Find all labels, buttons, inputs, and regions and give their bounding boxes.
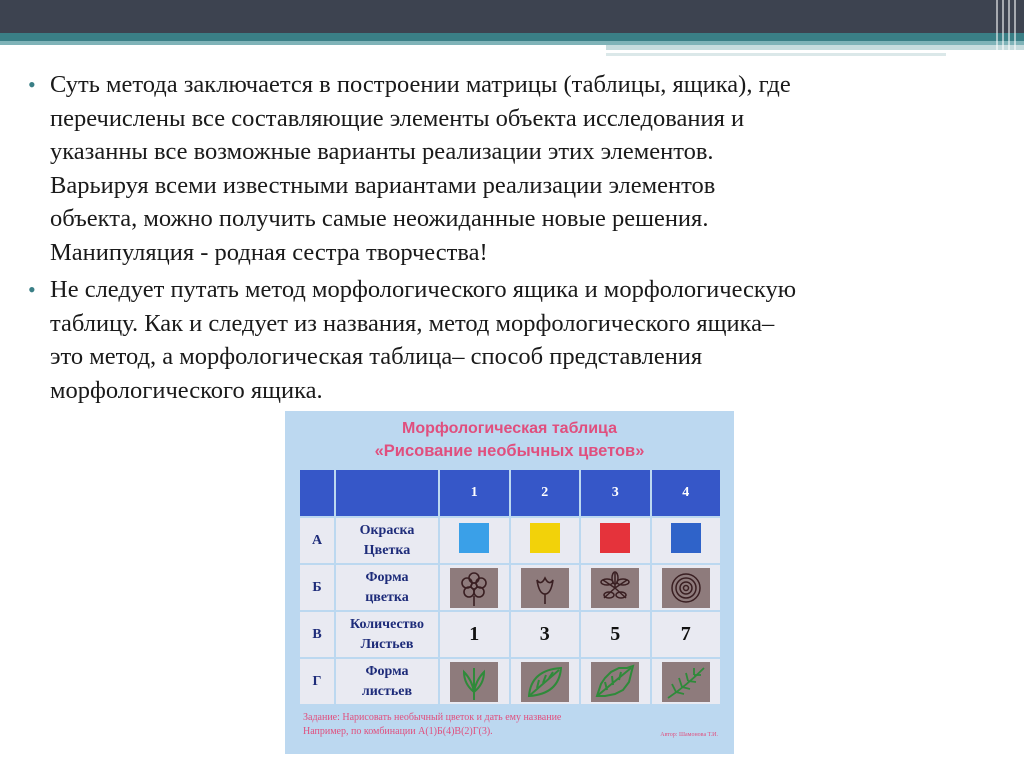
- rose-icon: [662, 568, 710, 608]
- row-label: [335, 658, 439, 705]
- morphological-table-image: [285, 411, 734, 754]
- table-cell: [580, 564, 651, 611]
- color-swatch: [600, 523, 630, 553]
- slide-text: [28, 68, 1008, 407]
- bullet-line: морфологического ящика.: [50, 376, 323, 404]
- bullet-icon: •: [28, 72, 36, 97]
- row-label: [335, 517, 439, 564]
- table-cell: [510, 517, 581, 564]
- column-header: 4: [651, 469, 722, 517]
- bullet-line: это метод, а морфологическая таблица– способ представления: [50, 343, 703, 370]
- table-cell: [580, 517, 651, 564]
- task-line: Задание: Нарисовать необычный цветок и дать ему название: [303, 712, 562, 723]
- table-cell: [651, 517, 722, 564]
- bullet-line: Варьируя всеми известными вариантами реализации элементов: [50, 171, 716, 199]
- table-cell: [651, 658, 722, 705]
- table-cell: [439, 658, 510, 705]
- row-label-line: Форма: [365, 569, 409, 585]
- table-row: [299, 611, 721, 658]
- bullet-item: [28, 273, 1008, 407]
- table-cell: [510, 658, 581, 705]
- task-line: Например, по комбинации А(1)Б(4)В(2)Г(3).: [303, 726, 493, 737]
- narrow-leaf-icon: [450, 662, 498, 702]
- accent-stripe-faint: [606, 53, 946, 56]
- row-label-line: Форма: [365, 663, 409, 679]
- row-label: [335, 611, 439, 658]
- fern-leaf-icon: [662, 662, 710, 702]
- bullet-line: указанны все возможные варианты реализации этих элементов.: [50, 138, 714, 165]
- column-header: 1: [439, 469, 510, 517]
- author-credit: Автор: Шамонова Т.И.: [660, 732, 718, 738]
- bullet-line: Суть метода заключается в построении матрицы (таблицы, ящика), где: [50, 71, 791, 98]
- bullet-line: перечислены все составляющие элементы объекта исследования и: [50, 104, 745, 132]
- poster-subtitle: «Рисование необычных цветов»: [374, 442, 645, 460]
- wild-flower-icon: [591, 568, 639, 608]
- row-label-line: Листьев: [360, 636, 414, 652]
- color-swatch: [530, 523, 560, 553]
- oval-leaf-icon: [521, 662, 569, 702]
- table-row: [299, 658, 721, 705]
- bullet-icon: •: [28, 277, 36, 302]
- table-header-row: [299, 469, 721, 517]
- corner-decoration: [994, 0, 1024, 66]
- table-cell: [651, 564, 722, 611]
- column-header: 3: [580, 469, 651, 517]
- bullet-line: объекта, можно получить самые неожиданные новые решения.: [50, 205, 709, 232]
- row-label-line: Количество: [349, 616, 425, 632]
- tulip-icon: [521, 568, 569, 608]
- column-header: 2: [510, 469, 581, 517]
- row-label: [335, 564, 439, 611]
- row-letter: Г: [299, 658, 335, 705]
- row-letter: А: [299, 517, 335, 564]
- flower-icon: [450, 568, 498, 608]
- top-bar: [0, 0, 1024, 33]
- leaf-count: 5: [580, 611, 651, 658]
- bullet-item: [28, 68, 1008, 269]
- row-letter: В: [299, 611, 335, 658]
- poster-title: Морфологическая таблица: [402, 420, 617, 437]
- leaf-count: 1: [439, 611, 510, 658]
- table-cell: [510, 564, 581, 611]
- row-label-line: листьев: [361, 683, 413, 699]
- leaf-count: 3: [510, 611, 581, 658]
- header-cell: [299, 469, 335, 517]
- color-swatch: [459, 523, 489, 553]
- table-cell: [439, 517, 510, 564]
- color-swatch: [671, 523, 701, 553]
- accent-stripe: [0, 33, 1024, 41]
- table-cell: [580, 658, 651, 705]
- serrated-leaf-icon: [591, 662, 639, 702]
- bullet-line: таблицу. Как и следует из названия, метод морфологического ящика–: [50, 309, 775, 337]
- accent-stripe-pale: [606, 45, 1024, 50]
- bullet-line: Не следует путать метод морфологического ящика и морфологическую: [50, 276, 797, 303]
- morphological-table: [298, 468, 722, 706]
- row-letter: Б: [299, 564, 335, 611]
- leaf-count: 7: [651, 611, 722, 658]
- task-text: [303, 711, 561, 739]
- header-cell: [335, 469, 439, 517]
- row-label-line: цветка: [365, 589, 409, 605]
- table-cell: [439, 564, 510, 611]
- table-row: [299, 517, 721, 564]
- row-label-line: Цветка: [363, 542, 411, 558]
- table-row: [299, 564, 721, 611]
- row-label-line: Окраска: [359, 522, 415, 538]
- bullet-line: Манипуляция - родная сестра творчества!: [50, 238, 488, 266]
